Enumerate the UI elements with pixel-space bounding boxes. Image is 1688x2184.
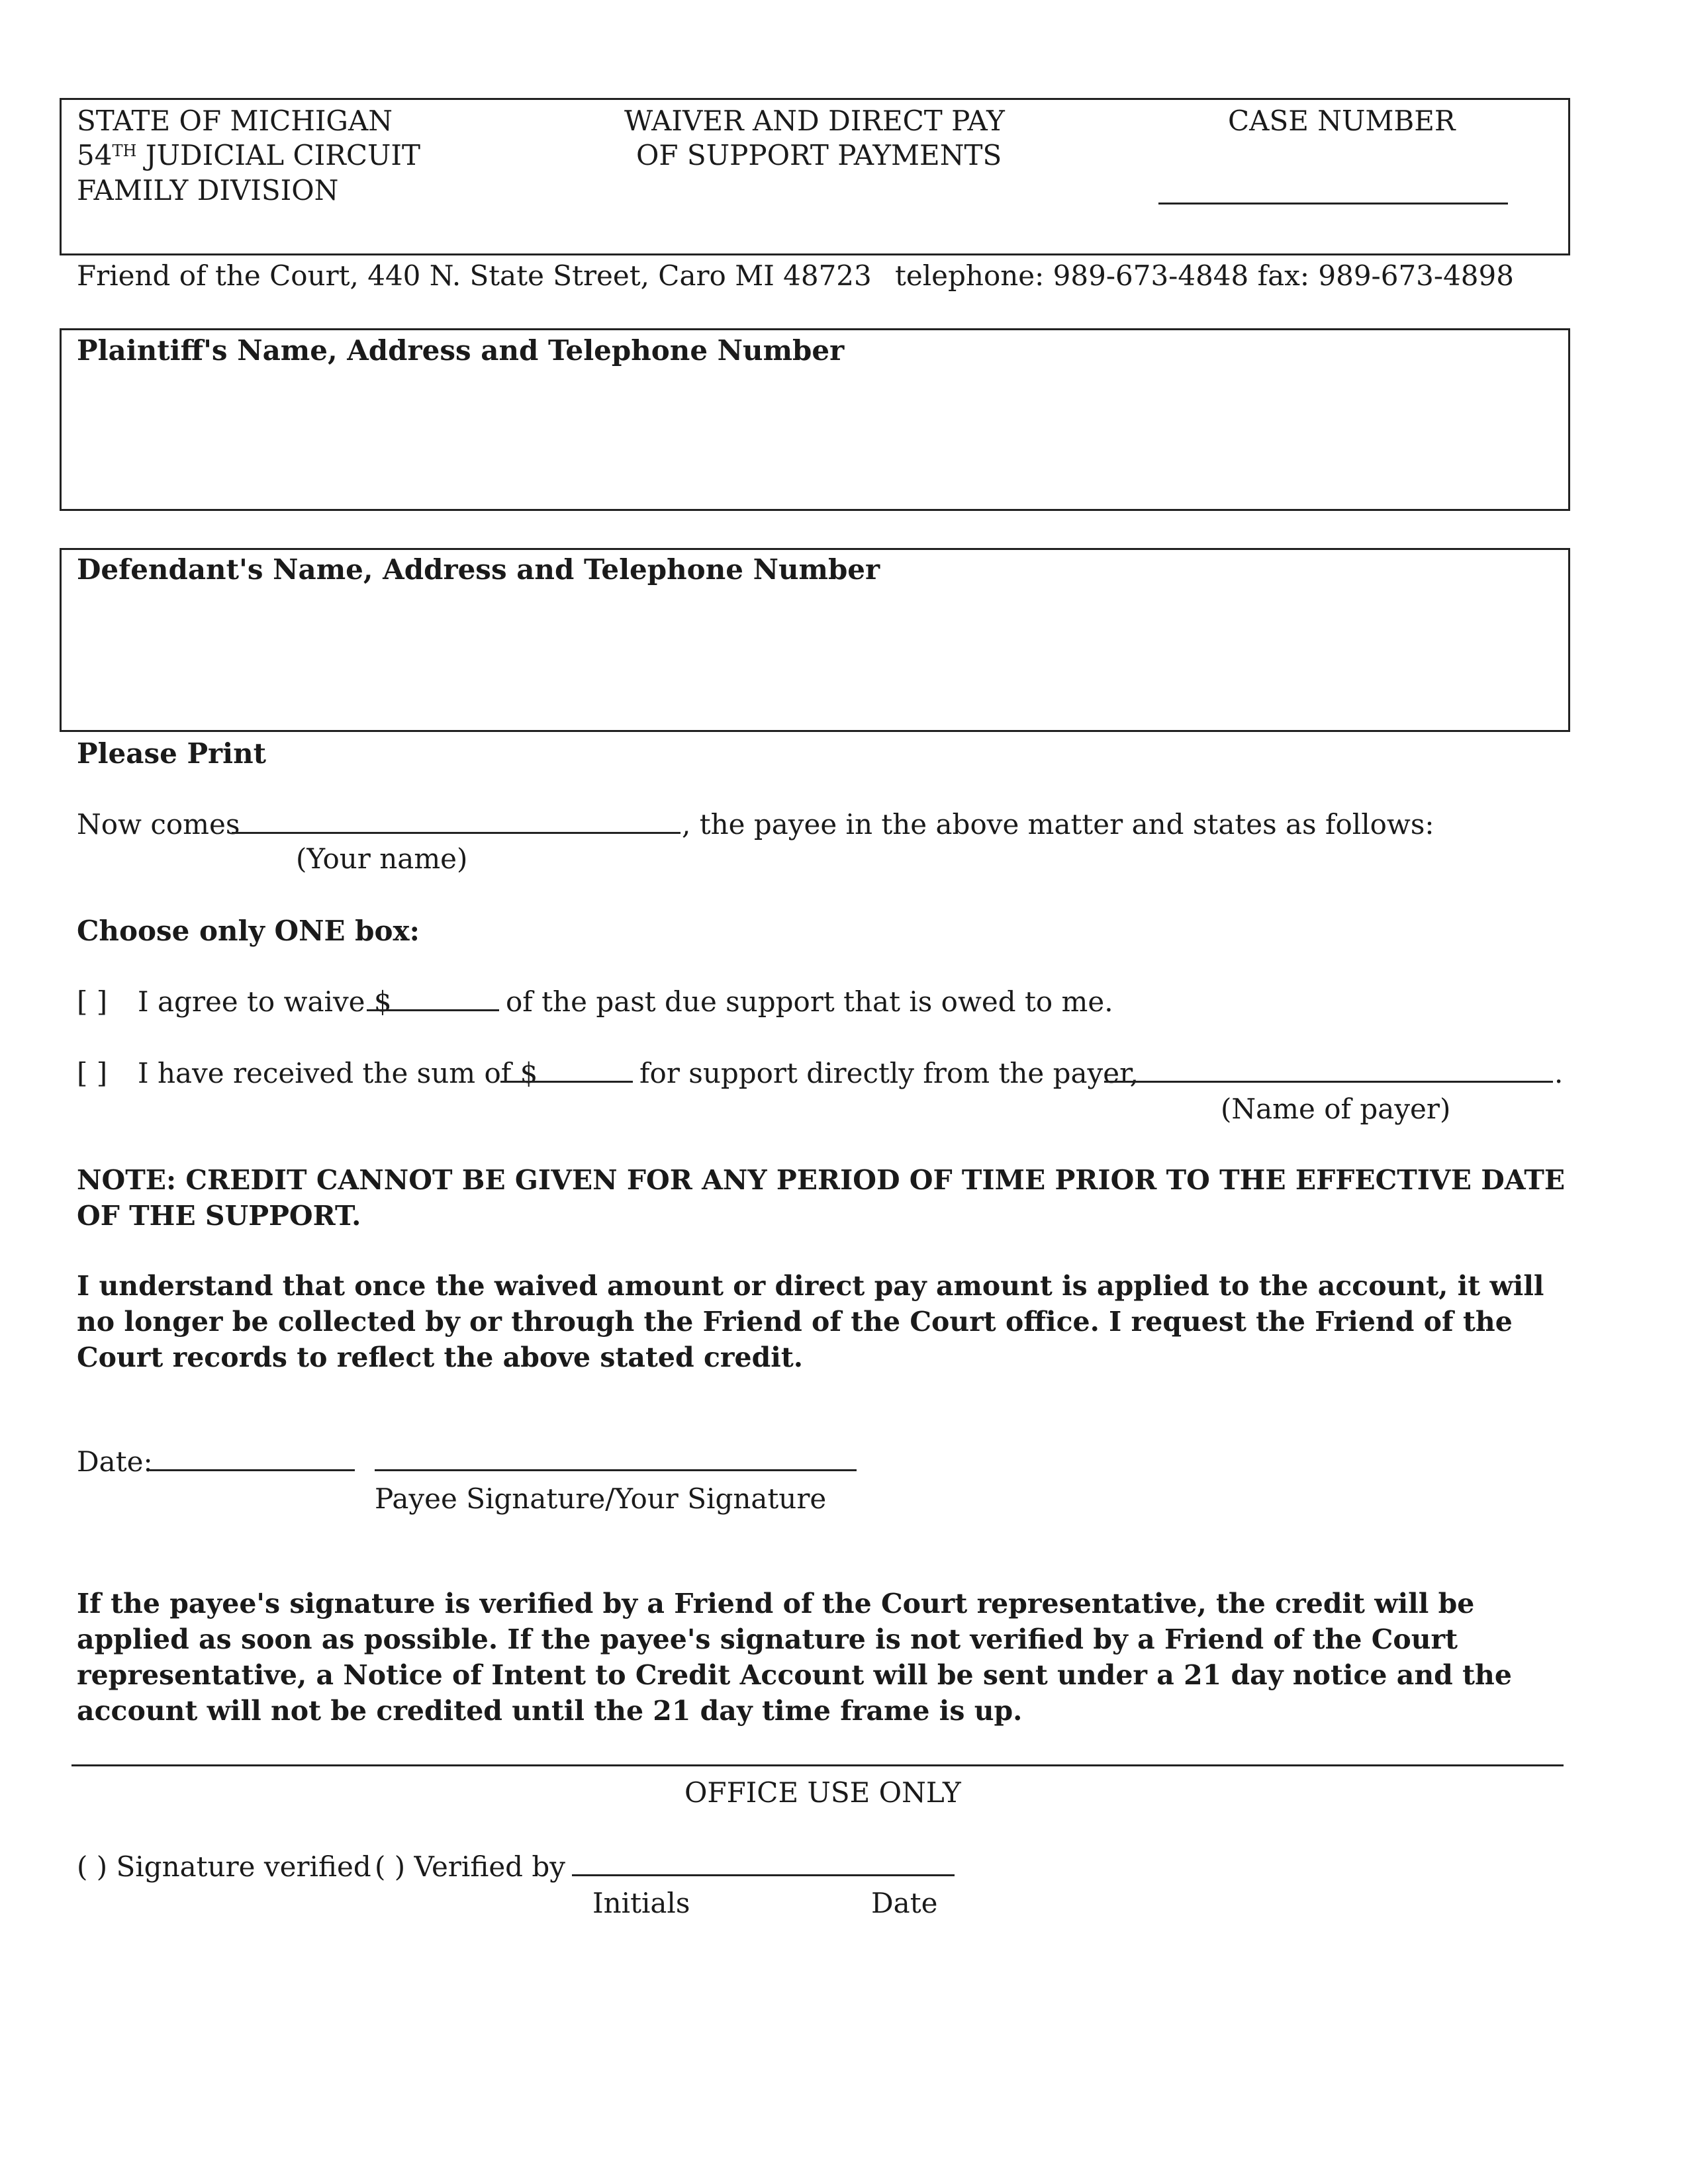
- court-division: FAMILY DIVISION: [77, 174, 339, 206]
- form-title-line2: OF SUPPORT PAYMENTS: [636, 139, 1002, 171]
- form-title-line1: WAIVER AND DIRECT PAY: [624, 105, 1005, 137]
- court-circuit: 54TH JUDICIAL CIRCUIT: [77, 139, 421, 171]
- court-phone-fax: telephone: 989-673-4848 fax: 989-673-4898: [895, 259, 1514, 292]
- waive-suffix: of the past due support that is owed to me.: [506, 985, 1113, 1018]
- office-use-divider: [71, 1764, 1564, 1766]
- initials-caption: Initials: [592, 1887, 690, 1919]
- now-comes-prefix: Now comes: [77, 808, 240, 841]
- direct-pay-end: .: [1554, 1057, 1564, 1089]
- payer-name-caption: (Name of payer): [1221, 1093, 1451, 1125]
- now-comes-suffix: , the payee in the above matter and states as follows:: [682, 808, 1434, 841]
- direct-pay-checkbox[interactable]: [ ]: [77, 1057, 108, 1089]
- signature-caption: Payee Signature/Your Signature: [375, 1482, 827, 1515]
- payer-name-field[interactable]: [1104, 1081, 1553, 1083]
- your-name-field[interactable]: [232, 832, 680, 834]
- case-number-field[interactable]: [1158, 203, 1508, 205]
- plaintiff-label: Plaintiff's Name, Address and Telephone Number: [77, 334, 845, 367]
- direct-pay-middle: for support directly from the payer,: [639, 1057, 1139, 1089]
- understand-text: I understand that once the waived amount or direct pay amount is applied to the account, it will no longer be collected by or through the Friend of the Court office. I request the Friend of the Court records to reflect the above stated credit.: [77, 1270, 1544, 1373]
- waive-prefix: I agree to waive $: [138, 985, 392, 1018]
- direct-pay-amount-field[interactable]: [500, 1081, 633, 1083]
- court-state: STATE OF MICHIGAN: [77, 105, 393, 137]
- payee-signature-field[interactable]: [375, 1469, 857, 1471]
- court-address: Friend of the Court, 440 N. State Street, Caro MI 48723: [77, 259, 872, 292]
- office-use-title: OFFICE USE ONLY: [684, 1776, 961, 1809]
- choose-one-label: Choose only ONE box:: [77, 915, 420, 947]
- verified-by-option[interactable]: ( ) Verified by: [375, 1850, 566, 1883]
- date-caption: Date: [871, 1887, 938, 1919]
- case-number-label: CASE NUMBER: [1228, 105, 1456, 137]
- date-label: Date:: [77, 1445, 153, 1478]
- direct-pay-prefix: I have received the sum of $: [138, 1057, 538, 1089]
- date-field[interactable]: [150, 1469, 355, 1471]
- please-print: Please Print: [77, 737, 267, 770]
- note-text: NOTE: CREDIT CANNOT BE GIVEN FOR ANY PERIOD OF TIME PRIOR TO THE EFFECTIVE DATE OF THE SUPPORT.: [77, 1164, 1566, 1232]
- verification-text: If the payee's signature is verified by a Friend of the Court representative, the credit will be applied as soon as possible. If the payee's signature is not verified by a Friend of the Court representative, a Notice of Intent to Credit Account will be sent under a 21 day notice and the account will not be credited until the 21 day time frame is up.: [77, 1588, 1512, 1727]
- verified-by-field[interactable]: [572, 1874, 955, 1876]
- signature-verified-option[interactable]: ( ) Signature verified: [77, 1850, 371, 1883]
- waive-checkbox[interactable]: [ ]: [77, 985, 108, 1018]
- defendant-label: Defendant's Name, Address and Telephone Number: [77, 553, 880, 586]
- waive-amount-field[interactable]: [367, 1009, 499, 1011]
- your-name-caption: (Your name): [296, 842, 468, 875]
